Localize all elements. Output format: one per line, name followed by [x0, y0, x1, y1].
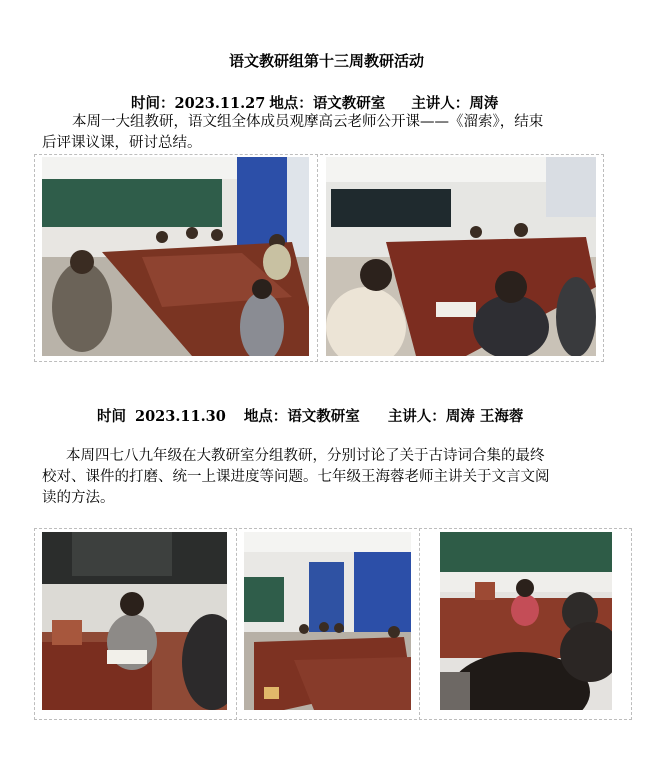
session2-paragraph	[42, 446, 622, 509]
session1-photo-1	[42, 157, 309, 356]
session1-line2: 后评课议课，研讨总结。	[42, 135, 202, 151]
session2-place: 语文教研室	[287, 408, 360, 425]
session1-photo-2	[326, 157, 596, 356]
session2-info	[97, 405, 523, 426]
session1-place: 语文教研室	[312, 95, 386, 112]
session2-photo-1	[42, 532, 227, 710]
session1-place-label: 地点：	[269, 95, 313, 112]
document-title: 语文教研组第十三周教研活动	[228, 52, 424, 70]
session2-time: 2023.11.30	[135, 408, 226, 425]
session1-time: 2023.11.27	[174, 95, 266, 112]
session1-time-label: 时间：	[131, 95, 175, 112]
session2-photo-3	[440, 532, 612, 710]
session1-speaker-label: 主讲人：	[411, 95, 470, 112]
session2-line2: 校对、课件的打磨、统一上课进度等问题。七年级王海蓉老师主讲关于文言文阅	[42, 469, 550, 485]
session2-speaker: 周涛 王海蓉	[445, 408, 524, 425]
session2-speaker-label: 主讲人：	[387, 408, 446, 425]
session2-line3: 读的方法。	[42, 490, 115, 506]
session2-line1: 本周四七八九年级在大教研室分组教研，分别讨论了关于古诗词合集的最终	[66, 448, 545, 464]
session2-place-label: 地点：	[243, 408, 288, 425]
session2-photo-2	[244, 532, 411, 710]
session1-line1: 本周一大组教研，语文组全体成员观摩高云老师公开课——《溜索》，结束	[72, 114, 544, 130]
session1-speaker: 周涛	[469, 95, 499, 112]
session1-paragraph	[42, 112, 622, 154]
session1-info	[131, 92, 498, 113]
session2-time-label: 时间	[97, 408, 126, 425]
